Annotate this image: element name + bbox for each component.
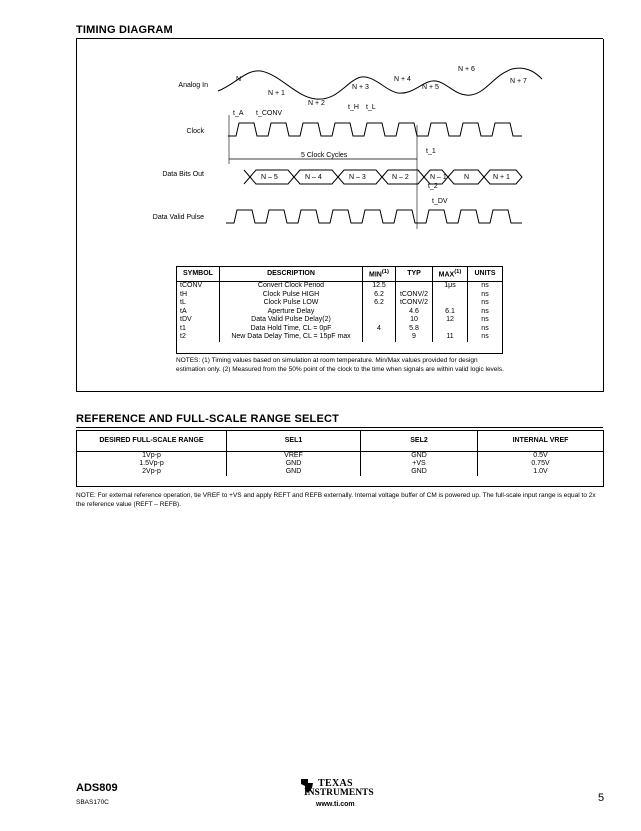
ref-table-box: [76, 430, 604, 487]
table-cell: New Data Delay Time, CL = 15pF max: [220, 333, 363, 342]
col-sel2: SEL2: [361, 431, 478, 452]
ti-logo: [300, 774, 390, 814]
analog-waveform: [218, 68, 542, 99]
col-description: DESCRIPTION: [220, 267, 363, 282]
table-cell: ns: [481, 333, 489, 340]
table-cell: GND: [227, 460, 361, 468]
table-cell: VREF: [227, 452, 361, 461]
tag-tconv: t_CONV: [256, 110, 283, 117]
sample-n3: N + 3: [352, 84, 369, 91]
label-data-valid-pulse: Data Valid Pulse: [152, 214, 204, 221]
spec-table-box: [176, 266, 503, 354]
table-cell: t1: [177, 325, 220, 334]
ref-note: NOTE: For external reference operation, tie VREF to +VS and apply REFT and REFB externally. Internal voltage buffer of CM is powered up. The full-scale input range is equal to 2x the reference value (REFT – REFB).: [76, 492, 596, 508]
table-cell: [363, 333, 396, 342]
table-row: [77, 468, 603, 476]
word-n: N: [464, 174, 470, 181]
table-cell: 9: [396, 333, 433, 342]
table-cell: 1.0V: [533, 468, 548, 475]
table-row: [177, 282, 502, 291]
table-cell: ns: [481, 299, 489, 306]
dv-waveform: [226, 210, 522, 223]
reference-rule: [76, 427, 603, 428]
table-cell: [363, 308, 396, 317]
table-cell: 10: [396, 316, 433, 325]
col-units: UNITS: [468, 267, 503, 282]
table-cell: tH: [177, 291, 220, 300]
sample-n2: N + 2: [308, 100, 325, 107]
sample-n4: N + 4: [394, 76, 411, 83]
table-cell: 1Vp-p: [77, 452, 227, 461]
section-title-timing: TIMING DIAGRAM: [76, 24, 173, 36]
cycles-label: 5 Clock Cycles: [301, 152, 348, 159]
table-cell: [396, 282, 433, 291]
table-cell: 5.8: [396, 325, 433, 334]
table-row: [177, 299, 502, 308]
tag-t1: t_1: [426, 148, 436, 155]
col-typ: TYP: [396, 267, 433, 282]
word-n-1: N – 1: [430, 174, 447, 181]
table-cell: 1.5Vp-p: [77, 460, 227, 468]
table-cell: [433, 291, 468, 300]
table-cell: tCONV/2: [396, 299, 433, 308]
table-cell: +VS: [361, 460, 478, 468]
sample-n7: N + 7: [510, 78, 527, 85]
table-cell: tA: [177, 308, 220, 317]
table-row: [177, 325, 502, 334]
table-cell: ns: [481, 282, 489, 289]
table-cell: tL: [177, 299, 220, 308]
table-cell: 0.75V: [531, 460, 550, 467]
word-n-4: N – 4: [305, 174, 322, 181]
label-analog-in: Analog In: [178, 82, 208, 89]
table-cell: ns: [481, 324, 489, 332]
section-title-reference: REFERENCE AND FULL-SCALE RANGE SELECT: [76, 413, 340, 425]
table-cell: Data Hold Time, CL = 0pF: [220, 325, 363, 334]
col-sel1: SEL1: [227, 431, 361, 452]
table-cell: ns: [481, 316, 489, 323]
brand-texas: TEXAS: [318, 778, 353, 789]
table-cell: Data Valid Pulse Delay(2): [220, 316, 363, 325]
col-min: MIN$^{(1)}$: [363, 267, 396, 282]
col-max: MAX$^{(1)}$: [433, 267, 468, 282]
sample-n: N: [236, 76, 242, 83]
table-cell: [433, 325, 468, 334]
col-symbol: SYMBOL: [177, 267, 220, 282]
table-cell: 12: [433, 316, 468, 325]
table-cell: tCONV: [177, 282, 220, 291]
word-n-5: N – 5: [261, 174, 278, 181]
spec-notes: NOTES: (1) Timing values based on simulation at room temperature. Min/Max values provided for design estimation only. (2) Measured from the 50% point of the clock to the time when signals are within valid logic levels.: [176, 357, 504, 373]
table-cell: 6.2: [363, 299, 396, 308]
word-n-2: N – 2: [392, 174, 409, 181]
timing-diagram: [76, 39, 603, 269]
table-row: [177, 308, 502, 317]
tag-th: t_H: [348, 104, 359, 111]
table-cell: 4: [363, 325, 396, 334]
table-cell: GND: [227, 468, 361, 476]
label-clock: Clock: [186, 128, 204, 135]
table-cell: Convert Clock Period: [220, 282, 363, 291]
tag-tl: t_L: [366, 104, 376, 111]
sample-n1: N + 1: [268, 90, 285, 97]
data-bus: [244, 170, 522, 184]
sample-n5: N + 5: [422, 84, 439, 91]
clock-waveform: [228, 123, 522, 136]
table-row: [177, 291, 502, 300]
doc-number: SBAS170C: [76, 799, 109, 806]
table-cell: 12.5: [363, 282, 396, 291]
col-full-scale-range: DESIRED FULL-SCALE RANGE: [77, 431, 227, 452]
table-cell: [363, 316, 396, 325]
table-cell: [433, 299, 468, 308]
table-cell: tCONV/2: [396, 291, 433, 300]
table-cell: Clock Pulse LOW: [220, 299, 363, 308]
table-row: [77, 452, 603, 461]
table-cell: 0.5V: [533, 452, 548, 459]
table-cell: 6.1: [433, 308, 468, 317]
part-number: ADS809: [76, 782, 118, 794]
table-row: [177, 316, 502, 325]
table-cell: ns: [481, 290, 489, 298]
tag-ta: t_A: [233, 110, 244, 117]
table-cell: 2Vp-p: [77, 468, 227, 476]
word-n1: N + 1: [493, 174, 510, 181]
tag-tdv: t_DV: [432, 198, 448, 205]
table-cell: Clock Pulse HIGH: [220, 291, 363, 300]
sample-n6: N + 6: [458, 66, 475, 73]
table-row: [77, 460, 603, 468]
table-cell: GND: [361, 452, 478, 461]
table-cell: t2: [177, 333, 220, 342]
page-number: 5: [598, 792, 605, 804]
table-row: [177, 333, 502, 342]
table-cell: Aperture Delay: [220, 308, 363, 317]
label-data-bits-out: Data Bits Out: [162, 171, 204, 178]
table-cell: ns: [481, 307, 489, 315]
word-n-3: N – 3: [349, 174, 366, 181]
col-internal-vref: INTERNAL VREF: [478, 431, 604, 452]
brand-url[interactable]: www.ti.com: [316, 801, 355, 808]
table-cell: 1μs: [433, 282, 468, 291]
table-cell: tDV: [177, 316, 220, 325]
table-cell: GND: [361, 468, 478, 476]
tag-t2: t_2: [428, 183, 438, 190]
table-cell: 11: [433, 333, 468, 342]
table-cell: 6.2: [363, 291, 396, 300]
table-cell: 4.6: [396, 308, 433, 317]
brand-instruments: INSTRUMENTS: [304, 788, 374, 798]
